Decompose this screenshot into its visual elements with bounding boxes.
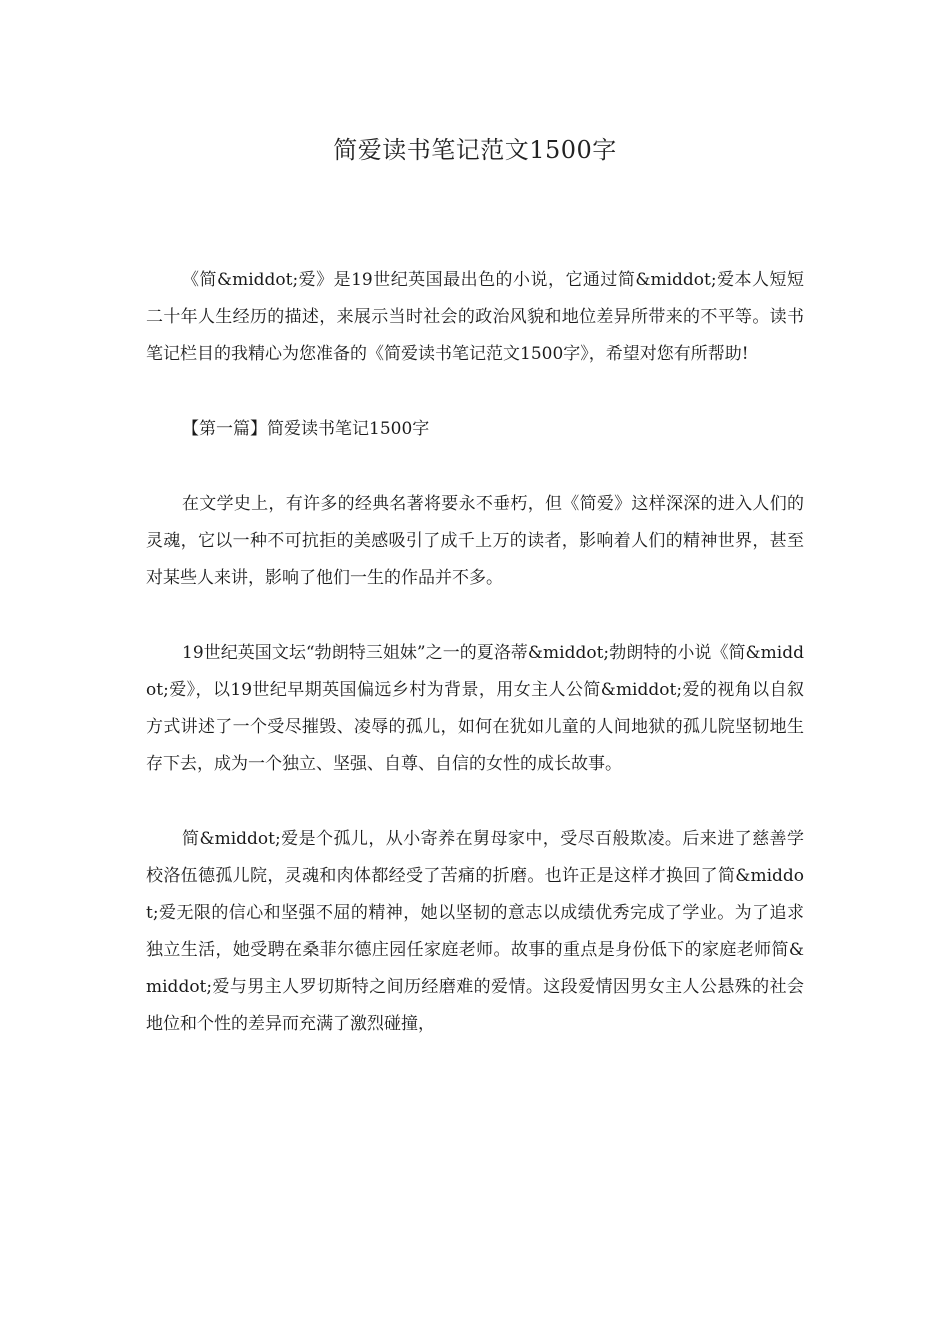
body-paragraph-2: 19世纪英国文坛“勃朗特三姐妹”之一的夏洛蒂&middot;勃朗特的小说《简&middot;爱》，以19世纪早期英国偏远乡村为背景，用女主人公简&middot;爱的视角以自叙方式讲述了一个受尽摧毁、凌辱的孤儿，如何在犹如儿童的人间地狱的孤儿院坚韧地生存下去，成为一个独立、坚强、自尊、自信的女性的成长故事。 <box>146 643 804 774</box>
section-heading: 【第一篇】简爱读书笔记1500字 <box>182 419 430 439</box>
paragraph-spacer <box>146 597 804 635</box>
body-paragraph-1: 在文学史上，有许多的经典名著将要永不垂朽，但《简爱》这样深深的进入人们的灵魂，它以一种不可抗拒的美感吸引了成千上万的读者，影响着人们的精神世界，甚至对某些人来讲，影响了他们一生的作品并不多。 <box>146 494 804 588</box>
body-paragraph-3: 简&middot;爱是个孤儿，从小寄养在舅母家中，受尽百般欺凌。后来进了慈善学校洛伍德孤儿院，灵魂和肉体都经受了苦痛的折磨。也许正是这样才换回了简&middot;爱无限的信心和坚强不屈的精神，她以坚韧的意志以成绩优秀完成了学业。为了追求独立生活，她受聘在桑菲尔德庄园任家庭老师。故事的重点是身份低下的家庭老师简&middot;爱与男主人罗切斯特之间历经磨难的爱情。这段爱情因男女主人公悬殊的社会地位和个性的差异而充满了激烈碰撞， <box>146 829 804 1034</box>
document-title: 简爱读书笔记范文1500字 <box>333 136 617 164</box>
intro-paragraph: 《简&middot;爱》是19世纪英国最出色的小说，它通过简&middot;爱本人短短二十年人生经历的描述，来展示当时社会的政治风貌和地位差异所带来的不平等。读书笔记栏目的我精心为您准备的《简爱读书笔记范文1500字》，希望对您有所帮助! <box>146 270 804 364</box>
paragraph-spacer <box>146 373 804 411</box>
paragraph-spacer <box>146 783 804 821</box>
paragraph-spacer <box>146 448 804 486</box>
document-body <box>146 262 804 1043</box>
